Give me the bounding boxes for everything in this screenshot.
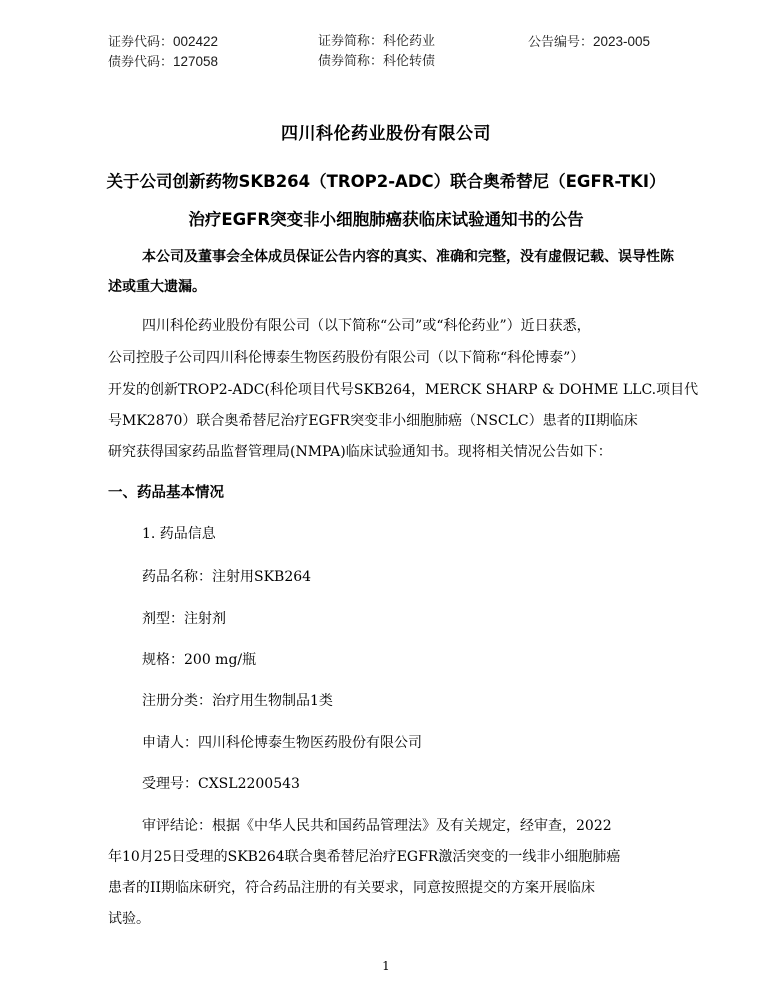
- notice-number-label: 公告编号：: [528, 35, 594, 50]
- acceptance-number: 受理号：CXSL2200543: [142, 776, 300, 792]
- stock-code-label: 证券代码：: [108, 35, 174, 50]
- notice-number: [528, 32, 650, 53]
- bond-abbr-value: 科伦转债: [383, 54, 436, 69]
- company-name: 四川科伦药业股份有限公司: [281, 124, 491, 144]
- bond-code-value: 127058: [173, 54, 219, 69]
- intro-line: 四川科伦药业股份有限公司（以下简称“公司”或“科伦药业”）近日获悉，: [142, 318, 591, 334]
- bond-code-label: 债券代码：: [108, 55, 174, 70]
- registration-class: 注册分类：治疗用生物制品1类: [142, 693, 333, 709]
- conclusion-line: 审评结论：根据《中华人民共和国药品管理法》及有关规定，经审查，2022: [142, 818, 612, 834]
- conclusion-line: 年10月25日受理的SKB264联合奥希替尼治疗EGFR激活突变的一线非小细胞肺癌: [108, 849, 621, 865]
- intro-line: 公司控股子公司四川科伦博泰生物医药股份有限公司（以下简称“科伦博泰”）: [108, 350, 585, 366]
- stock-abbr-label: 证券简称：: [318, 34, 384, 49]
- stock-abbr-value: 科伦药业: [383, 34, 436, 49]
- announcement-title-line-1: 关于公司创新药物SKB264（TROP2-ADC）联合奥希替尼（EGFR-TKI）: [106, 172, 666, 191]
- statement-line-2: 述或重大遗漏。: [108, 279, 206, 295]
- announcement-title-line-2: 治疗EGFR突变非小细胞肺癌获临床试验通知书的公告: [188, 210, 584, 229]
- applicant: 申请人：四川科伦博泰生物医药股份有限公司: [142, 735, 422, 751]
- subsection-heading: 1. 药品信息: [142, 526, 216, 542]
- intro-line: 开发的创新TROP2-ADC(科伦项目代号SKB264，MERCK SHARP & DOHME LLC.项目代: [108, 382, 699, 398]
- intro-line: 号MK2870）联合奥希替尼治疗EGFR突变非小细胞肺癌（NSCLC）患者的II期临床: [108, 413, 638, 429]
- drug-name: 药品名称：注射用SKB264: [142, 569, 312, 585]
- conclusion-line: 试验。: [108, 911, 150, 927]
- intro-line: 研究获得国家药品监督管理局(NMPA)临床试验通知书。现将相关情况公告如下：: [108, 444, 612, 460]
- conclusion-line: 患者的II期临床研究，符合药品注册的有关要求，同意按照提交的方案开展临床: [108, 880, 596, 896]
- statement-line-1: 本公司及董事会全体成员保证公告内容的真实、准确和完整，没有虚假记载、误导性陈: [142, 249, 674, 265]
- bond-abbr: [318, 52, 435, 72]
- notice-number-value: 2023-005: [593, 34, 651, 49]
- stock-abbr: [318, 32, 435, 52]
- specification: 规格：200 mg/瓶: [142, 652, 257, 668]
- bond-code: [108, 52, 218, 73]
- bond-abbr-label: 债券简称：: [318, 54, 384, 69]
- stock-code-value: 002422: [173, 34, 219, 49]
- stock-code: [108, 32, 218, 53]
- dosage-form: 剂型：注射剂: [142, 611, 226, 627]
- section-heading: 一、药品基本情况: [108, 485, 224, 501]
- page-number: 1: [382, 959, 390, 973]
